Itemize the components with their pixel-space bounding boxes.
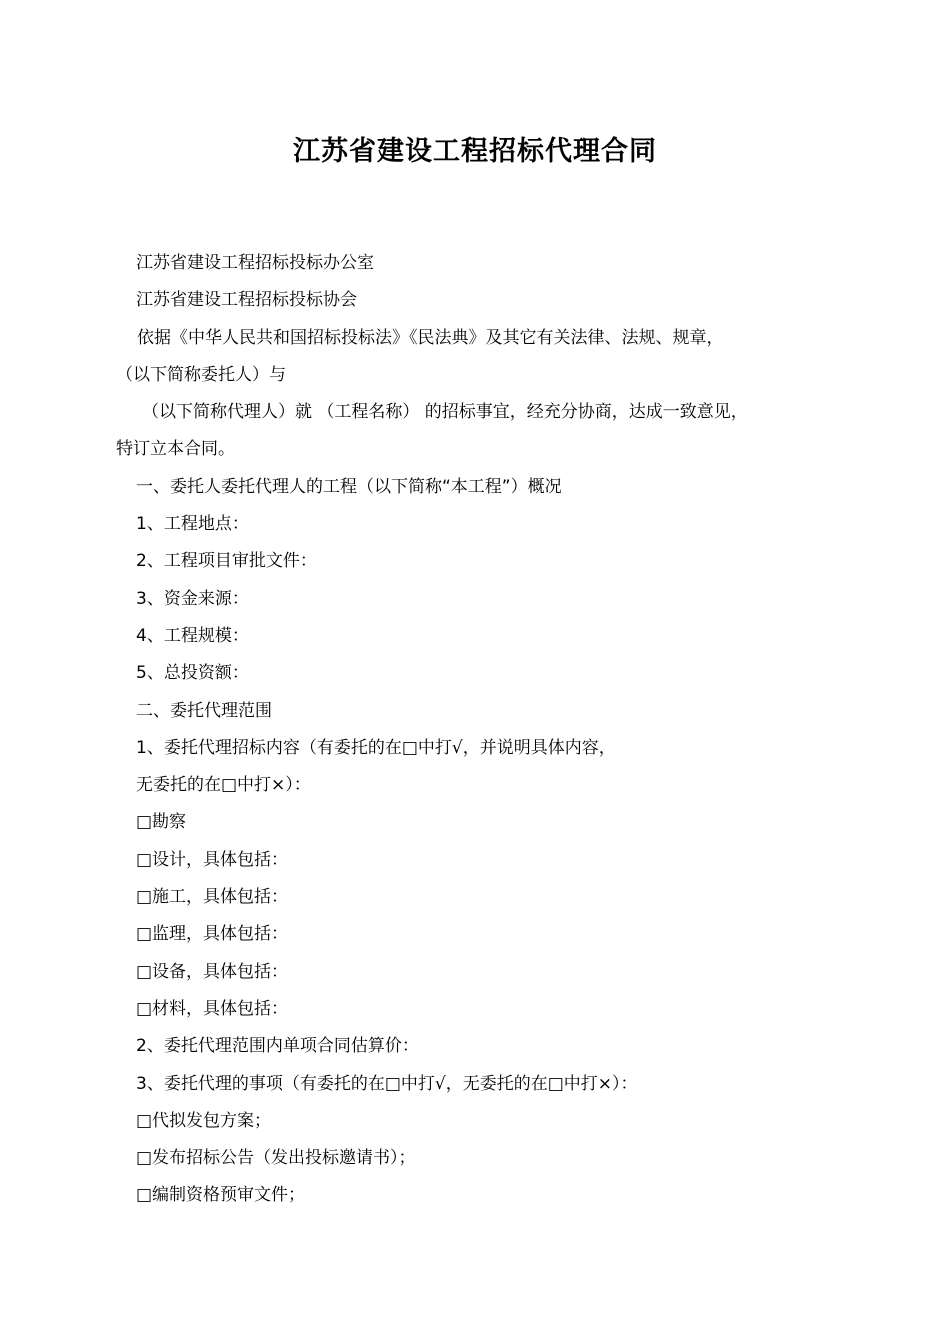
- checkbox-item: □材料，具体包括：: [136, 998, 289, 1019]
- list-item: 2、委托代理范围内单项合同估算价：: [136, 1036, 419, 1057]
- paragraph-line: 特订立本合同。: [116, 439, 235, 460]
- list-item: 4、工程规模：: [136, 625, 249, 646]
- list-item: 1、工程地点：: [136, 514, 249, 535]
- paragraph-line: （以下简称委托人）与: [116, 364, 286, 385]
- paragraph-line: （以下简称代理人）就 （工程名称） 的招标事宜，经充分协商，达成一致意见，: [142, 402, 748, 423]
- checkbox-item: □编制资格预审文件；: [136, 1185, 306, 1206]
- list-item: 无委托的在□中打×）：: [136, 775, 311, 796]
- checkbox-item: □设计，具体包括：: [136, 849, 289, 870]
- list-item: 3、委托代理的事项（有委托的在□中打√，无委托的在□中打×）：: [136, 1073, 638, 1094]
- checkbox-item: □设备，具体包括：: [136, 961, 289, 982]
- list-item: 1、委托代理招标内容（有委托的在□中打√，并说明具体内容，: [136, 737, 616, 758]
- checkbox-item: □勘察: [136, 812, 187, 833]
- document-title: 江苏省建设工程招标代理合同: [293, 136, 657, 167]
- list-item: 5、总投资额：: [136, 663, 249, 684]
- checkbox-item: □施工，具体包括：: [136, 887, 289, 908]
- checkbox-item: □监理，具体包括：: [136, 924, 289, 945]
- paragraph-line: 江苏省建设工程招标投标办公室: [136, 253, 374, 273]
- paragraph-line: 江苏省建设工程招标投标协会: [136, 290, 357, 311]
- list-item: 3、资金来源：: [136, 588, 249, 609]
- checkbox-item: □发布招标公告（发出投标邀请书）；: [136, 1148, 416, 1169]
- list-item: 2、工程项目审批文件：: [136, 551, 317, 572]
- paragraph-line: 依据《中华人民共和国招标投标法》《民法典》及其它有关法律、法规、规章，: [137, 327, 724, 348]
- section-heading: 一、委托人委托代理人的工程（以下简称“本工程”）概况: [136, 476, 562, 497]
- section-heading: 二、委托代理范围: [136, 700, 272, 721]
- document-body: [116, 245, 836, 1215]
- checkbox-item: □代拟发包方案；: [136, 1110, 272, 1131]
